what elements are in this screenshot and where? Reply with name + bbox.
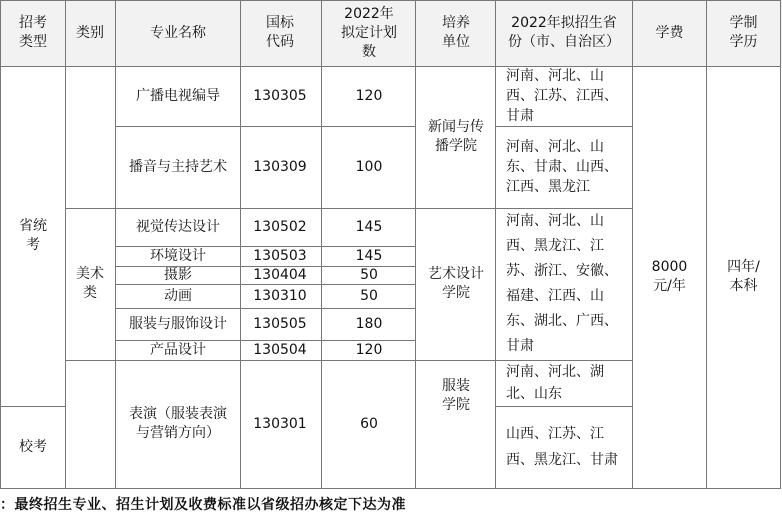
degree-cell: 四年/本科 [727,259,760,294]
header-exam-type: 招考类型 [19,15,47,50]
plan-cell: 50 [360,266,378,283]
plan-cell: 100 [355,158,383,175]
grid-line [706,0,707,489]
code-cell: 130301 [253,415,307,432]
grid-line [780,0,781,489]
major-cell: 播音与主持艺术 [129,158,227,175]
fee-cell: 8000元/年 [651,259,688,294]
provinces-cell: 山西、江苏、江西、黑龙江、甘肃 [506,426,618,468]
grid-line [0,488,781,489]
grid-line [632,0,633,489]
header-fee: 学费 [655,24,684,41]
major-cell: 视觉传达设计 [136,218,220,235]
code-cell: 130505 [253,315,307,332]
plan-cell: 180 [355,315,383,332]
plan-cell: 60 [360,415,378,432]
grid-line [115,208,416,209]
exam-type-provincial: 省统考 [19,218,47,253]
college-art-design: 艺术设计学院 [428,266,484,301]
header-provinces: 2022年拟招生省份（市、自治区） [508,15,620,50]
grid-line [65,360,116,361]
grid-line [495,406,633,407]
grid-line [0,406,66,407]
code-cell: 130305 [253,87,307,104]
grid-line [0,66,781,67]
grid-line [115,0,116,489]
grid-line [240,0,241,489]
grid-line [321,0,322,489]
provinces-cell: 河南、河北、湖北、山东 [506,364,604,402]
plan-cell: 145 [355,218,383,235]
provinces-cell: 河南、河北、山东、甘肃、山西、江西、黑龙江 [506,139,618,195]
plan-cell: 120 [355,341,383,358]
header-code: 国标代码 [266,15,294,50]
grid-line [415,360,496,361]
grid-line [115,308,416,309]
grid-line [115,340,416,341]
major-cell: 摄影 [164,266,192,283]
header-major: 专业名称 [150,24,206,41]
grid-line [65,208,116,209]
code-cell: 130503 [253,247,307,264]
footnote: ：最终招生专业、招生计划及收费标准以省级招办核定下达为准 [0,497,406,513]
grid-line [495,126,633,127]
code-cell: 130404 [253,266,307,283]
exam-type-school: 校考 [19,438,47,455]
header-plan: 2022年拟定计划数 [341,5,397,60]
grid-line [115,284,416,285]
major-cell: 环境设计 [150,247,206,264]
major-cell: 产品设计 [150,341,206,358]
code-cell: 130310 [253,287,307,304]
plan-cell: 145 [355,247,383,264]
plan-cell: 50 [360,287,378,304]
category-art: 美术类 [76,266,104,301]
provinces-cell: 河南、河北、山西、黑龙江、江苏、浙江、安徽、福建、江西、山东、湖北、广西、甘肃 [506,213,618,354]
grid-line [495,0,496,489]
major-cell: 服装与服饰设计 [129,315,227,332]
major-cell: 动画 [164,287,192,304]
grid-line [495,360,633,361]
grid-line [415,208,496,209]
header-category: 类别 [76,24,104,41]
grid-line [115,126,416,127]
header-college: 培养单位 [442,15,470,50]
grid-line [115,246,416,247]
grid-line [0,0,781,1]
grid-line [65,0,66,489]
header-degree: 学制学历 [729,15,758,50]
code-cell: 130504 [253,341,307,358]
grid-line [115,360,416,361]
grid-line [495,208,633,209]
provinces-cell: 河南、河北、山西、江苏、江西、甘肃 [506,68,618,124]
grid-line [0,0,1,489]
grid-line [415,0,416,489]
code-cell: 130309 [253,158,307,175]
plan-cell: 120 [355,87,383,104]
grid-line [115,266,416,267]
college-journalism: 新闻与传播学院 [428,119,484,154]
major-cell: 表演（服装表演与营销方向） [129,406,227,441]
code-cell: 130502 [253,218,307,235]
major-cell: 广播电视编导 [136,87,220,104]
college-fashion: 服装学院 [442,378,470,413]
